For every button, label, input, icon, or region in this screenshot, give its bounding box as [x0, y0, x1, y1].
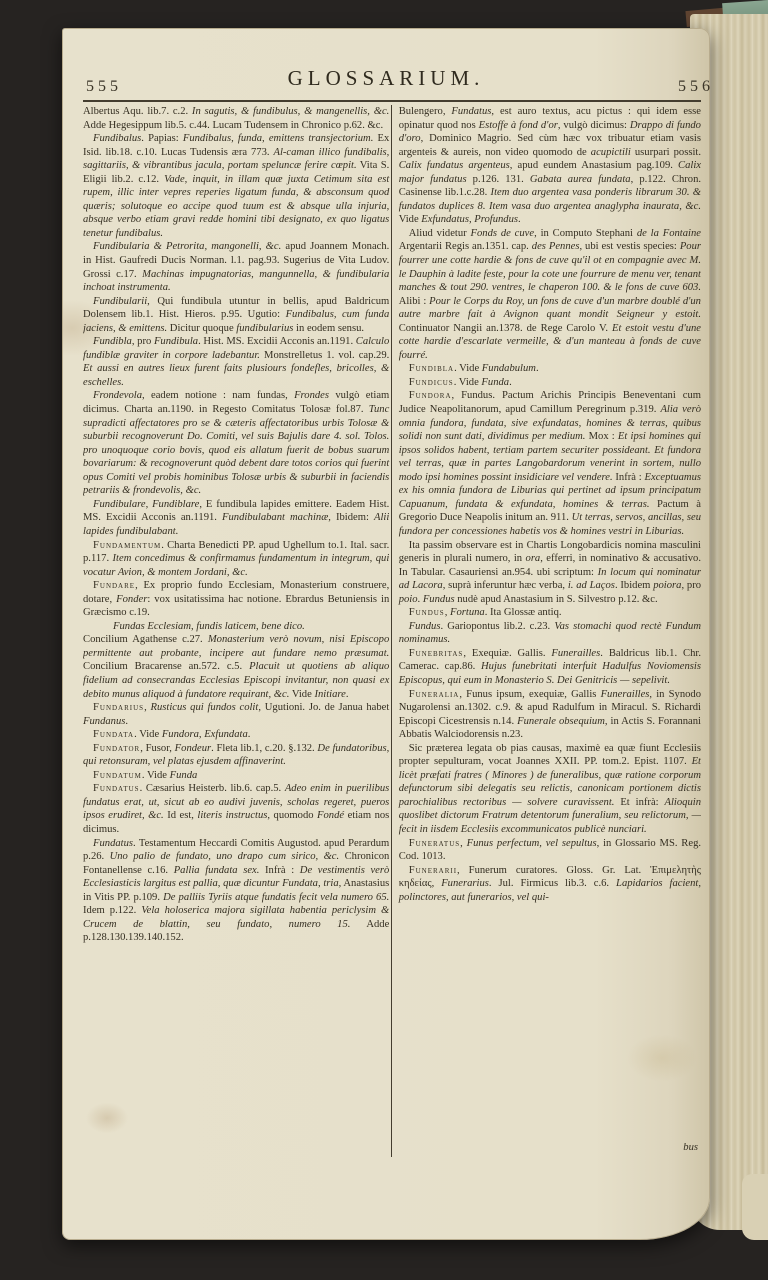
entry-paragraph: Frondevola, eadem notione : nam fundas, Frondes vulgò etiam dicimus. Charta an.1190. in Regesto Comitatus Tolosæ fol.87. Tunc supradicti affectatores pro se & cæteris affectatoribus urbis Tolosæ & suburbii recognoverunt Do. Comiti, vel suis Bajulis dare 4. sol. Tolos. pro unoquoque corio bovis, quod eis allatum fuerit de bobus suarum bovariarum: & recognoverunt quòd debent dare totos corios qui fuerint opus Comiti vel probis hominibus Tolosæ urbis & suburbii in faciendis petrariis & frondevolis, &c.: [83, 390, 390, 497]
book-page: [62, 28, 714, 1240]
entry-paragraph: Fundibalus. Papias: Fundibalus, funda, emittens transjectorium. Ex Isid. lib.18. c.10. Lucas Tudensis æra 773. Al-caman illico fundibalis, sagittariis, & vibrantibus jacula, portam speluncæ ferire cœpit. Vita S. Eligii lib.2. c.12. Vade, inquit, in illam quæ juxta Cetimum sita est rupem, illic inter vepres reperies ligatum funda, & absconsum quod quæris; solutoque eo accipe quod tuum est & absque ulla injuria, absque verbo etiam gravi redde homini tibi designato, ex quo ligatus tenetur fundibalus.: [83, 133, 390, 239]
entry-paragraph: Fundibularia & Petrorita, mangonelli, &c. apud Joannem Monach. in Hist. Gaufredi Ducis Norman. l.1. pag.93. Sugerius de Vita Ludov. Grossi c.17. Machinas impugnatorias, mangunnella, & fundibularia inchoat instrumenta.: [83, 241, 390, 294]
entry-paragraph: Fundora, Fundus. Pactum Arichis Principis Beneventani cum Judice Neapolitanorum, apud Camillum Peregrinum p.319. Alia verò omnia fundora, fundata, sive exfundatas, homines & terras, quibus solidi non sunt dati, dividimus per medium. Mox : Et ipsi homines qui ipsos solidos habent, tertiam partem securiter possideant. Et fundora vel terras, quæ in partes Langobardorum venerint in sortem, nullo modo ipsi homines possint insidiciare vel vendere. Infrà : Exceptuamus ex his omnia fundora de Liburias qui pertinet ad ipsum principatum Capuanum, fundata & exfundata, homines & terras. Pactum à Gregorio Duce Neapolis initum an. 911. Ut terras, servos, ancillas, seu fundora per concessiones habetis vos & homines vestri in Liburias.: [398, 390, 701, 537]
entry-paragraph: Funeratus, Funus perfectum, vel sepultus, in Glossario MS. Reg. Cod. 1013.: [398, 837, 701, 863]
entry-paragraph: Fundus. Gariopontus lib.2. c.23. Vas stomachi quod rectè Fundum nominamus.: [398, 620, 701, 646]
running-title: GLOSSARIUM.: [287, 66, 485, 90]
entry-paragraph: Funebritas, Exequiæ. Gallis. Funerailles. Baldricus lib.1. Chr. Camerac. cap.86. Hujus funebritati interfuit Hadulfus Noviomensis Episcopus, qui eum in Monasterio S. Dei Genitricis — sepelivit.: [398, 647, 701, 686]
folio-number-left: 555: [86, 78, 122, 95]
entry-paragraph: Fundatum. Vide Funda: [93, 769, 198, 781]
catchword: bus: [683, 1142, 698, 1153]
text-block: [83, 105, 701, 1157]
entry-paragraph: Funeralia, Funus ipsum, exequiæ, Gallis Funerailles, in Synodo Nugarolensi an.1302. c.9. & apud Radulfum in Miracul. S. Richardi Episcopi Cicestrensis n.14. Funerale obsequium, in Actis S. Forannani Abbatis Walciodorensis n.23.: [398, 688, 701, 741]
folio-number-right: 556: [678, 78, 714, 95]
entry-paragraph: Concilium Agathense c.27. Monasterium verò novum, nisi Episcopo permittente aut probante, incipere aut fundare nemo præsumat. Concilium Bracarense an.572. c.5. Placuit ut quotiens ab aliquo fidelium ad consecrandas Ecclesias Episcopi invitantur, non quasi ex debito munus aliquod à fundatore requirant, &c. Vide Initiare.: [83, 634, 390, 700]
text-column-right: [391, 105, 701, 1157]
header-rule: [83, 100, 701, 102]
entry-paragraph: Fundamentum. Charta Benedicti PP. apud Ughellum to.1. Ital. sacr. p.117. Item concedimus & confirmamus fundamentum in integrum, qui vocatur Avion, & montem Jordani, &c.: [83, 539, 390, 578]
bottom-page-corner: [742, 1174, 768, 1240]
entry-paragraph: Fundus, Fortuna. Ita Glossæ antiq.: [408, 607, 562, 619]
entry-paragraph: Ita passim observare est in Chartis Longobardicis nomina masculini generis in plurali numero, in ora, efferri, in nominativo & accusativo. In Tabular. Casauriensi an.954. ubi scriptum: In locum qui nominatur ad Lacora, suprà inferuntur hæc verba, i. ad Laços. Ibidem poiora, pro poio. Fundus nudè apud Anastasium in S. Silvestro p.12. &c.: [398, 539, 701, 605]
entry-paragraph: Fundas Ecclesiam, fundis laticem, bene dico.: [113, 620, 305, 632]
entry-paragraph: Fundatus. Cæsarius Heisterb. lib.6. cap.5. Adeo enim in puerilibus fundatus erat, ut, sicut ab eo audivi juvenis, scholas regeret, pueros ipsos erudiret, &c. Id est, literis instructus, quomodo Fondé etiam nos dicimus.: [83, 783, 390, 835]
entry-paragraph: Fundare, Ex proprio fundo Ecclesiam, Monasterium construere, dotare, Fonder: vox usitatissima hac notione. Ebrardus Betuniensis in Græcismo c.19.: [83, 580, 390, 619]
entry-paragraph: Fundator, Fusor, Fondeur. Fleta lib.1, c.20. §.132. De fundatoribus, qui retonsuram, vel platas ejusdem affinaverint.: [83, 742, 390, 768]
entry-paragraph: Albertus Aqu. lib.7. c.2. In sagutis, & fundibulus, & mangenellis, &c. Adde Hegesippum lib.5. c.44. Lucam Tudensem in Chronico p.62. &c.: [83, 106, 390, 131]
entry-paragraph: Fundibla. Vide Fundabulum.: [408, 363, 539, 375]
entry-paragraph: Fundatus. Testamentum Heccardi Comitis Augustod. apud Perardum p.26. Uno palio de fundato, uno drapo cum sirico, &c. Chronicon Fontanellense c.16. Pallia fundata sex. Infrà : De vestimentis verò Ecclesiasticis largitus est pallia, quæ dicuntur Fundata, tria, Anastasius in Vitis PP. p.109. De palliis Tyriis atque fundatis fecit vela numero 65. Idem p.122. Vela holoserica majora sigillata habentia periclysim & Crucem de blattin, seu fundato, numero 15. Adde p.128.130.139.140.152.: [83, 837, 390, 944]
entry-paragraph: Fundicus. Vide Funda.: [408, 376, 512, 388]
entry-paragraph: Fundibularii, Qui fundibula utuntur in bellis, apud Baldricum Dolensem lib.1. Hist. Hieros. p.95. Ugutio: Fundibalus, cum funda jaciens, & emittens. Dicitur quoque fundibularius in eodem sensu.: [83, 295, 390, 334]
text-column-left: [83, 105, 391, 1157]
entry-paragraph: Fundarius, Rusticus qui fundos colit, Ugutioni. Jo. de Janua habet Fundanus.: [83, 702, 390, 727]
entry-paragraph: Fundibulare, Fundiblare, E fundibula lapides emittere. Eadem Hist. MS. Excidii Acconis an.1191. Fundibulabant machinæ, Ibidem: Alii lapides fundibulabant.: [83, 498, 390, 537]
entry-paragraph: Sic præterea legata ob pias causas, maximè ea quæ fiunt Ecclesiis propter sepulturam, vocat Joannes XXII. PP. tom.2. Epist. 1107. Et licèt præfati fratres ( Minores ) de funeralibus, quæ ratione corporum defunctorum sibi delegatis seu relictis, canonicam portionem dictis parochialibus rectoribus — solvere curavissent. Et infrà: Alioquin quoslibet dictorum Fratrum detentorum funeralium, seu relictorum, — fecit in iisdem Ecclesiis excommunicatos publicè nunciari.: [398, 742, 701, 835]
entry-paragraph: Fundibla, pro Fundibula. Hist. MS. Excidii Acconis an.1191. Calculo fundiblæ graviter in corpore ladebantur. Monstrelletus 1. vol. cap.29. Et aussi en autres lieux furent faits plusiours fondefles, bricolles, & eschelles.: [83, 336, 390, 388]
entry-paragraph: Funerarii, Funerum curatores. Gloss. Gr. Lat. Ἐπιμελητὴς κηδείας, Funerarius. Jul. Firmicus lib.3. c.6. Lapidarios facient, polinctores, aut funerarios, vel qui-: [398, 864, 701, 903]
entry-paragraph: Bulengero, Fundatus, est auro textus, acu pictus : qui idem esse opinatur quod nos Estoffe à fond d'or, vulgò dicimus: Drappo di fundo d'oro, Dominico Magrio. Sed cùm hæc vox tribuatur etiam vasis argenteis & aureis, non video quomodo de acupictili usurpari possit. Calix fundatus argenteus, apud eundem Anastasium pag.109. Calix major fundatus p.126. 131. Gabata aurea fundata, p.122. Chron. Casinense lib.1.c.28. Item duo argentea vasa ponderis librarum 30. & fundatos duplices 8. Item vasa duo argentea anaglypha inaurata, &c. Vide Exfundatus, Profundus.: [398, 106, 701, 226]
entry-paragraph: Fundata. Vide Fundora, Exfundata.: [93, 729, 251, 741]
entry-paragraph: Aliud videtur Fonds de cuve, in Computo Stephani de la Fontaine Argentarii Regis an.1351. cap. des Pennes, ubi est vestis species: Pour fourrer une cotte hardie & fons de cuve qu'il ot en compagnie avec M. le Dauphin à ladite feste, pour la cote une fourrure de menu ver, tenant manches & tout 290. ventres, le chaperon 100. & le fons de cuve 603. Alibi : Pour le Corps du Roy, un fons de cuve d'un marbre doublé d'un autre marbre fait à Avignon quant mondit Seigneur y estoit. Continuator Nangii an.1378. de Rege Carolo V. Et estoit vestu d'une cotte hardie d'escarlate vermeille, & d'un manteau à fonds de cuve fourré.: [398, 227, 701, 361]
